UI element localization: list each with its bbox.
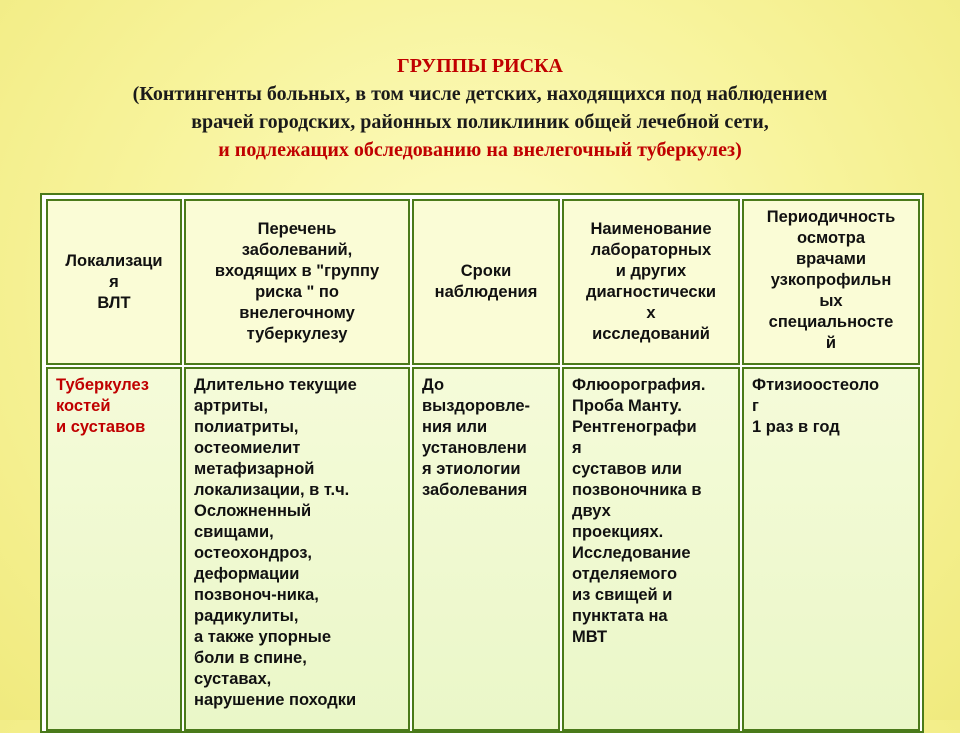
- header-observation-period: Сроки наблюдения: [412, 199, 560, 365]
- title-subtitle-line2: врачей городских, районных поликлиник общей лечебной сети,: [191, 111, 769, 133]
- cell-localization: Туберкулез костей и суставов: [46, 367, 182, 731]
- risk-groups-table: [40, 193, 924, 733]
- header-diagnostics: Наименование лабораторных и других диагностически х исследований: [562, 199, 740, 365]
- cell-diseases: Длительно текущие артриты, полиатриты, остеомиелит метафизарной локализации, в т.ч. Осложненный свищами, остеохондроз, деформации позвоноч-ника, радикулиты, а также упорные боли в спине, суставах, нарушение походки: [184, 367, 410, 731]
- cell-observation-period: До выздоровле- ния или установлени я этиологии заболевания: [412, 367, 560, 731]
- header-diseases: Перечень заболеваний, входящих в "группу риска " по внелегочному туберкулезу: [184, 199, 410, 365]
- title-subtitle-line3: и подлежащих обследованию на внелегочный туберкулез): [218, 139, 742, 161]
- title-heading: ГРУППЫ РИСКА: [396, 55, 564, 77]
- slide-title: [0, 52, 960, 164]
- header-localization: Локализаци я ВЛТ: [46, 199, 182, 365]
- header-specialist-frequency: Периодичность осмотра врачами узкопрофильн ых специальносте й: [742, 199, 920, 365]
- title-subtitle-line1: (Контингенты больных, в том числе детских, находящихся под наблюдением: [132, 83, 828, 105]
- cell-specialist-frequency: Фтизиоостеоло г 1 раз в год: [742, 367, 920, 731]
- cell-diagnostics: Флюорография. Проба Манту. Рентгенографи я суставов или позвоночника в двух проекциях. Исследование отделяемого из свищей и пунктата на МВТ: [562, 367, 740, 731]
